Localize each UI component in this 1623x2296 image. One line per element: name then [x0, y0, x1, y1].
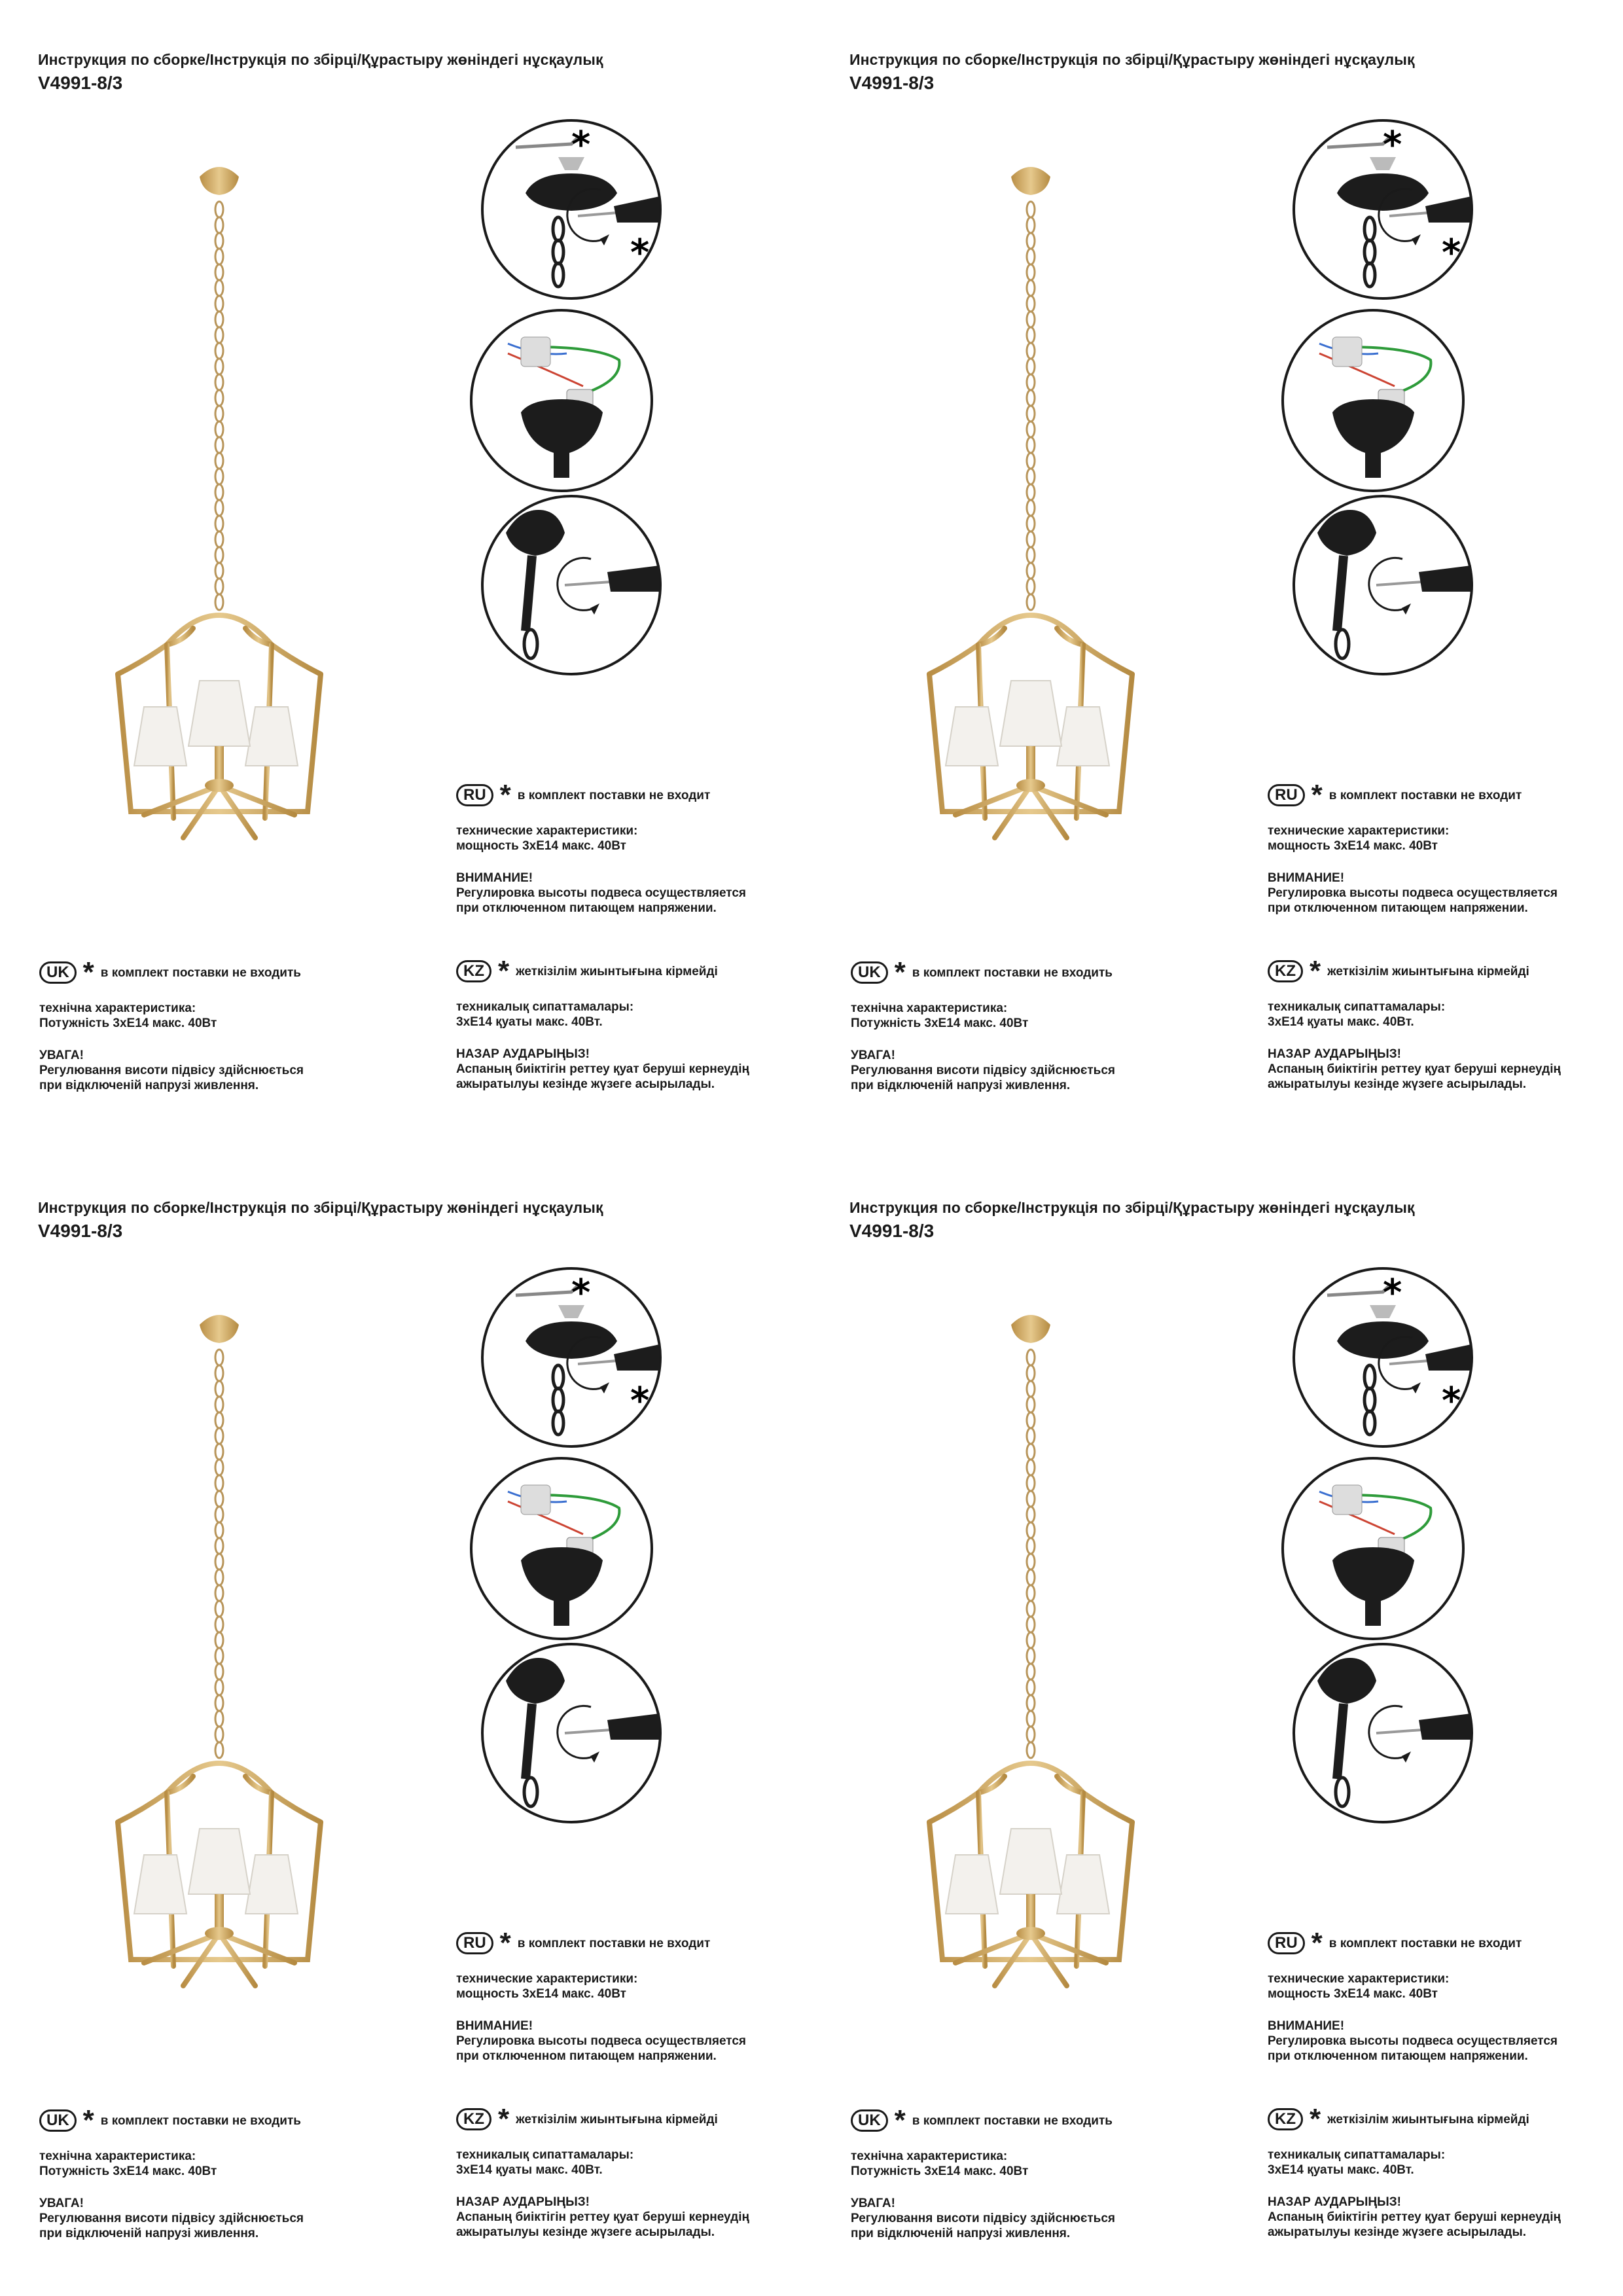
header [849, 1199, 1415, 1242]
step-3-fix-canopy [480, 493, 663, 677]
step-1-mount-canopy [480, 1266, 663, 1449]
model-number: V4991-8/3 [849, 1221, 935, 1241]
kz-warning-line2: ажыратылуы кезінде жүзеге асырылады. [456, 1077, 715, 1091]
uk-block [851, 956, 1115, 1093]
asterisk-icon: * [630, 232, 650, 274]
lamp-arms [1016, 1894, 1045, 1940]
kz-warning-line2: ажыратылуы кезінде жүзеге асырылады. [1268, 2225, 1526, 2239]
uk-warning-line1: Регулювання висоти підвісу здійснюється [39, 2212, 304, 2225]
kz-badge: KZ [456, 2108, 491, 2130]
asterisk-icon: * [571, 124, 591, 166]
asterisk-icon: * [499, 1927, 511, 1959]
step-1-mount-canopy [480, 118, 663, 301]
uk-spec-value: Потужність 3хЕ14 макс. 40Вт [851, 1016, 1029, 1030]
ru-badge: RU [1268, 784, 1305, 806]
uk-block [39, 2104, 304, 2241]
kz-warning-line1: Аспаның биіктігін реттеу қуат беруші кернеудің [456, 1062, 749, 1076]
uk-spec-value: Потужність 3хЕ14 макс. 40Вт [39, 1016, 217, 1030]
uk-warning-title: УВАГА! [851, 2197, 895, 2210]
kz-block [1268, 2103, 1561, 2240]
step-2-connect-wires [1280, 1456, 1466, 1641]
instruction-copy [0, 0, 812, 1148]
ru-spec-title: технические характеристики: [1268, 824, 1450, 838]
kz-not-included: жеткізілім жиынтығына кірмейді [1327, 2112, 1529, 2126]
uk-warning-title: УВАГА! [851, 1049, 895, 1062]
uk-warning-line2: при відключеній напрузі живлення. [39, 1079, 259, 1092]
asterisk-icon: * [82, 2104, 94, 2136]
uk-badge: UK [39, 961, 77, 984]
uk-not-included: в комплект поставки не входить [100, 2113, 301, 2128]
step-3-fix-canopy [1291, 493, 1474, 677]
kz-badge: KZ [456, 960, 491, 982]
kz-badge: KZ [1268, 960, 1303, 982]
kz-block [1268, 955, 1561, 1092]
kz-warning-line1: Аспаның биіктігін реттеу қуат беруші кернеудің [1268, 1062, 1561, 1076]
asterisk-icon: * [1442, 1380, 1461, 1422]
kz-warning-title: НАЗАР АУДАРЫҢЫЗ! [456, 1047, 590, 1061]
kz-spec-value: 3хЕ14 қуаты макс. 40Вт. [1268, 2163, 1414, 2177]
ru-block [1268, 1927, 1558, 2064]
asterisk-icon: * [1310, 2103, 1321, 2135]
uk-block [851, 2104, 1115, 2241]
step-2-connect-wires [469, 1456, 654, 1641]
step-1-mount-canopy [1291, 118, 1474, 301]
asterisk-icon: * [1310, 955, 1321, 987]
uk-spec-value: Потужність 3хЕ14 макс. 40Вт [851, 2164, 1029, 2178]
instruction-copy [812, 1148, 1623, 2296]
ceiling-canopy [1011, 167, 1050, 195]
ru-spec-value: мощность 3хЕ14 макс. 40Вт [1268, 1987, 1438, 2001]
lamp-illustration [916, 157, 1139, 844]
uk-warning-line2: при відключеній напрузі живлення. [851, 2227, 1071, 2240]
ru-block [456, 1927, 747, 2064]
header [849, 51, 1415, 94]
uk-warning-line2: при відключеній напрузі живлення. [851, 1079, 1071, 1092]
ru-not-included: в комплект поставки не входит [1329, 788, 1522, 802]
uk-spec-value: Потужність 3хЕ14 макс. 40Вт [39, 2164, 217, 2178]
header [38, 51, 603, 94]
header [38, 1199, 603, 1242]
kz-warning-line1: Аспаның биіктігін реттеу қуат беруші кернеудің [456, 2210, 749, 2224]
kz-block [456, 2103, 749, 2240]
chain [1027, 202, 1035, 610]
ceiling-canopy [200, 1315, 239, 1343]
asterisk-icon: * [630, 1380, 650, 1422]
ceiling-canopy [200, 167, 239, 195]
instruction-copy [0, 1148, 812, 2296]
uk-warning-title: УВАГА! [39, 1049, 84, 1062]
lamp-illustration [105, 157, 327, 844]
ru-warning-line2: при отключенном питающем напряжении. [1268, 901, 1528, 915]
uk-block [39, 956, 304, 1093]
uk-badge: UK [851, 961, 888, 984]
ru-warning-title: ВНИМАНИЕ! [1268, 2019, 1345, 2033]
uk-warning-line1: Регулювання висоти підвісу здійснюється [851, 1064, 1115, 1077]
ru-block [1268, 779, 1558, 916]
chain [215, 1350, 223, 1758]
uk-spec-title: технічна характеристика: [851, 1001, 1008, 1015]
ru-warning-title: ВНИМАНИЕ! [456, 871, 533, 885]
ru-not-included: в комплект поставки не входит [1329, 1936, 1522, 1950]
ru-warning-line2: при отключенном питающем напряжении. [456, 901, 717, 915]
ru-spec-value: мощность 3хЕ14 макс. 40Вт [1268, 839, 1438, 853]
uk-spec-title: технічна характеристика: [851, 2149, 1008, 2163]
uk-spec-title: технічна характеристика: [39, 2149, 196, 2163]
asterisk-icon: * [894, 2104, 906, 2136]
uk-not-included: в комплект поставки не входить [912, 2113, 1113, 2128]
kz-spec-title: техникалық сипаттамалары: [1268, 2148, 1446, 2162]
asterisk-icon: * [1442, 232, 1461, 274]
asterisk-icon: * [1383, 124, 1402, 166]
ru-spec-title: технические характеристики: [1268, 1972, 1450, 1986]
ru-warning-line2: при отключенном питающем напряжении. [456, 2049, 717, 2063]
kz-not-included: жеткізілім жиынтығына кірмейді [1327, 964, 1529, 978]
kz-warning-line2: ажыратылуы кезінде жүзеге асырылады. [456, 2225, 715, 2239]
ru-not-included: в комплект поставки не входит [517, 1936, 711, 1950]
lamp-arms [1016, 746, 1045, 792]
uk-warning-line1: Регулювання висоти підвісу здійснюється [851, 2212, 1115, 2225]
lamp-arms [205, 746, 234, 792]
model-number: V4991-8/3 [849, 73, 935, 93]
kz-spec-title: техникалық сипаттамалары: [456, 1000, 634, 1014]
kz-spec-title: техникалық сипаттамалары: [1268, 1000, 1446, 1014]
ru-badge: RU [456, 1932, 493, 1954]
kz-not-included: жеткізілім жиынтығына кірмейді [516, 964, 718, 978]
kz-warning-title: НАЗАР АУДАРЫҢЫЗ! [1268, 2195, 1401, 2209]
step-3-fix-canopy [480, 1641, 663, 1825]
uk-not-included: в комплект поставки не входить [100, 965, 301, 980]
lamp-arms [205, 1894, 234, 1940]
uk-badge: UK [39, 2109, 77, 2132]
step-2-connect-wires [1280, 308, 1466, 493]
uk-spec-title: технічна характеристика: [39, 1001, 196, 1015]
ceiling-canopy [1011, 1315, 1050, 1343]
ru-spec-value: мощность 3хЕ14 макс. 40Вт [456, 839, 626, 853]
ru-not-included: в комплект поставки не входит [517, 788, 711, 802]
chain [215, 202, 223, 610]
lamp-illustration [916, 1305, 1139, 1992]
step-1-mount-canopy [1291, 1266, 1474, 1449]
lamp-illustration [105, 1305, 327, 1992]
kz-spec-value: 3хЕ14 қуаты макс. 40Вт. [1268, 1015, 1414, 1029]
ru-warning-line1: Регулировка высоты подвеса осуществляется [1268, 2034, 1558, 2048]
ru-warning-title: ВНИМАНИЕ! [1268, 871, 1345, 885]
page-title: Инструкция по сборке/Інструкція по збірці/Құрастыру жөніндегі нұсқаулық [38, 1199, 603, 1216]
ru-warning-line2: при отключенном питающем напряжении. [1268, 2049, 1528, 2063]
ru-badge: RU [1268, 1932, 1305, 1954]
uk-warning-line2: при відключеній напрузі живлення. [39, 2227, 259, 2240]
chain [1027, 1350, 1035, 1758]
asterisk-icon: * [82, 956, 94, 988]
step-3-fix-canopy [1291, 1641, 1474, 1825]
ru-warning-line1: Регулировка высоты подвеса осуществляется [456, 2034, 747, 2048]
asterisk-icon: * [571, 1272, 591, 1314]
ru-warning-line1: Регулировка высоты подвеса осуществляется [456, 886, 747, 900]
page-title: Инструкция по сборке/Інструкція по збірці/Құрастыру жөніндегі нұсқаулық [38, 51, 603, 68]
asterisk-icon: * [1311, 1927, 1323, 1959]
asterisk-icon: * [499, 779, 511, 811]
kz-spec-title: техникалық сипаттамалары: [456, 2148, 634, 2162]
uk-warning-line1: Регулювання висоти підвісу здійснюється [39, 1064, 304, 1077]
asterisk-icon: * [1383, 1272, 1402, 1314]
kz-warning-line2: ажыратылуы кезінде жүзеге асырылады. [1268, 1077, 1526, 1091]
ru-spec-title: технические характеристики: [456, 824, 638, 838]
uk-badge: UK [851, 2109, 888, 2132]
page-title: Инструкция по сборке/Інструкція по збірці/Құрастыру жөніндегі нұсқаулық [849, 1199, 1415, 1216]
kz-spec-value: 3хЕ14 қуаты макс. 40Вт. [456, 1015, 603, 1029]
kz-warning-title: НАЗАР АУДАРЫҢЫЗ! [1268, 1047, 1401, 1061]
ru-spec-value: мощность 3хЕ14 макс. 40Вт [456, 1987, 626, 2001]
kz-warning-title: НАЗАР АУДАРЫҢЫЗ! [456, 2195, 590, 2209]
asterisk-icon: * [498, 955, 510, 987]
uk-warning-title: УВАГА! [39, 2197, 84, 2210]
uk-not-included: в комплект поставки не входить [912, 965, 1113, 980]
kz-warning-line1: Аспаның биіктігін реттеу қуат беруші кернеудің [1268, 2210, 1561, 2224]
kz-badge: KZ [1268, 2108, 1303, 2130]
asterisk-icon: * [1311, 779, 1323, 811]
asterisk-icon: * [498, 2103, 510, 2135]
kz-spec-value: 3хЕ14 қуаты макс. 40Вт. [456, 2163, 603, 2177]
ru-warning-line1: Регулировка высоты подвеса осуществляется [1268, 886, 1558, 900]
model-number: V4991-8/3 [38, 1221, 123, 1241]
ru-badge: RU [456, 784, 493, 806]
ru-spec-title: технические характеристики: [456, 1972, 638, 1986]
page-title: Инструкция по сборке/Інструкція по збірці/Құрастыру жөніндегі нұсқаулық [849, 51, 1415, 68]
kz-block [456, 955, 749, 1092]
asterisk-icon: * [894, 956, 906, 988]
ru-block [456, 779, 747, 916]
kz-not-included: жеткізілім жиынтығына кірмейді [516, 2112, 718, 2126]
instruction-copy [812, 0, 1623, 1148]
ru-warning-title: ВНИМАНИЕ! [456, 2019, 533, 2033]
model-number: V4991-8/3 [38, 73, 123, 93]
step-2-connect-wires [469, 308, 654, 493]
